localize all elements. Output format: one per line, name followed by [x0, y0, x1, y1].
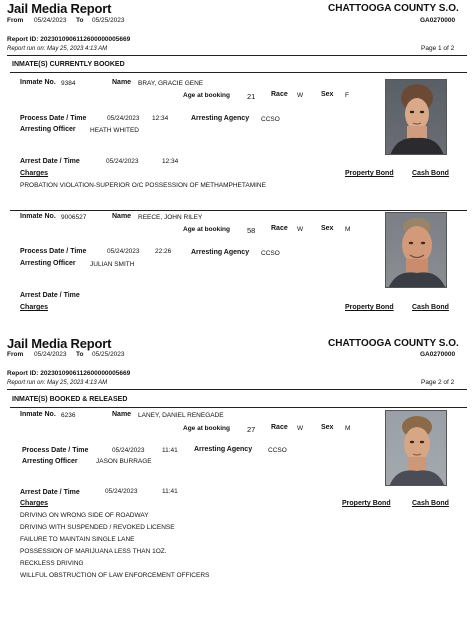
property-bond-header: Property Bond: [345, 170, 394, 177]
race-label: Race: [271, 424, 288, 431]
header-divider: [7, 55, 467, 56]
charge-item: RECKLESS DRIVING: [20, 560, 84, 567]
arrest-time: 12:34: [162, 158, 179, 165]
section-divider: [10, 407, 467, 408]
inmate-no-label: Inmate No.: [20, 411, 56, 418]
process-dt-label: Process Date / Time: [20, 248, 87, 255]
section-title: INMATE(S) BOOKED & RELEASED: [12, 396, 128, 403]
inmate-no-label: Inmate No.: [20, 213, 56, 220]
cash-bond-header: Cash Bond: [412, 170, 449, 177]
to-label: To: [76, 351, 84, 358]
inmate-age: 27: [247, 425, 256, 434]
agency-name: CHATTOOGA COUNTY S.O.: [328, 338, 459, 349]
to-date: 05/25/2023: [92, 351, 125, 358]
inmate-name: REECE, JOHN RILEY: [138, 214, 203, 221]
report-run-date: Report run on: May 25, 2023 4:13 AM: [7, 46, 108, 52]
process-dt-label: Process Date / Time: [20, 115, 87, 122]
process-time: [152, 115, 168, 122]
arrest-dt-label: Arrest Date / Time: [20, 489, 80, 496]
process-date: 05/24/2023: [107, 115, 140, 122]
to-date: 05/25/2023: [92, 17, 125, 24]
report-id: Report ID: 2023010906112600000005669: [7, 36, 131, 43]
from-label: From: [7, 351, 24, 358]
arrest-dt-label: Arrest Date / Time: [20, 292, 80, 299]
process-date: 05/24/2023: [112, 447, 145, 454]
process-date: 05/24/2023: [107, 248, 140, 255]
charges-header: Charges: [20, 170, 49, 177]
section-divider: [10, 72, 467, 73]
race-label: Race: [271, 225, 288, 232]
charge-item: DRIVING ON WRONG SIDE OF ROADWAY: [20, 512, 149, 519]
arresting-agency-label: Arresting Agency: [191, 115, 250, 122]
charges-header: Charges: [20, 304, 49, 311]
sex-label: Sex: [321, 424, 334, 431]
age-label: Age at booking: [183, 226, 230, 233]
name-label: Name: [112, 411, 132, 418]
arresting-officer-label: Arresting Officer: [20, 126, 76, 133]
age-label: Age at booking: [183, 92, 230, 99]
inmate-name: LANEY, DANIEL RENEGADE: [138, 412, 224, 419]
inmate-race: W: [297, 425, 304, 432]
sex-label: Sex: [321, 91, 334, 98]
inmate-no: 9384: [61, 80, 76, 87]
property-bond-header: Property Bond: [345, 304, 394, 311]
charge-item: WILLFUL OBSTRUCTION OF LAW ENFORCEMENT OFFICERS: [20, 572, 210, 579]
inmate-no-label: Inmate No.: [20, 79, 56, 86]
arrest-date: 05/24/2023: [105, 488, 138, 495]
process-dt-label: Process Date / Time: [22, 447, 89, 454]
inmate-name: BRAY, GRACIE GENE: [138, 80, 204, 87]
from-label: From: [7, 17, 24, 24]
arrest-time: 11:41: [162, 488, 178, 495]
arrest-date: 05/24/2023: [106, 158, 139, 165]
inmate-age: 21: [247, 92, 256, 101]
inmate-sex: F: [345, 92, 349, 99]
page-number: Page 2 of 2: [421, 379, 455, 386]
cash-bond-header: Cash Bond: [412, 500, 449, 507]
report-title: Jail Media Report: [7, 336, 112, 351]
arresting-agency-label: Arresting Agency: [194, 446, 253, 453]
section-title: INMATE(S) CURRENTLY BOOKED: [12, 61, 125, 68]
arresting-officer: JULIAN SMITH: [90, 261, 135, 268]
inmate-age: 58: [247, 226, 256, 235]
sex-label: Sex: [321, 225, 334, 232]
arresting-agency: CCSO: [268, 447, 287, 454]
charges-header: Charges: [20, 500, 49, 507]
report-run-date: Report run on: May 25, 2023 4:13 AM: [7, 380, 108, 386]
process-time: 22:26: [155, 248, 172, 255]
name-label: Name: [112, 79, 132, 86]
race-label: Race: [271, 91, 288, 98]
arresting-officer: JASON BURRAGE: [96, 458, 152, 465]
inmate-sex: M: [345, 226, 351, 233]
agency-id: GA0270000: [420, 351, 456, 358]
report-title: Jail Media Report: [7, 1, 112, 16]
process-time: 11:41: [162, 447, 178, 454]
from-date: 05/24/2023: [34, 17, 67, 24]
inmate-race: W: [297, 92, 304, 99]
process-time-value: 12:34: [152, 115, 169, 122]
page-number: Page 1 of 2: [421, 45, 455, 52]
report-id: Report ID: 2023010906112600000005669: [7, 370, 131, 377]
charge-item: POSSESSION OF MARIJUANA LESS THAN 1OZ.: [20, 548, 167, 555]
inmate-photo: [385, 410, 447, 486]
inmate-photo: [385, 79, 447, 155]
arresting-agency-label: Arresting Agency: [191, 249, 250, 256]
inmate-photo: [385, 212, 447, 288]
inmate-no: 9006527: [61, 214, 87, 221]
arresting-agency: CCSO: [261, 116, 280, 123]
from-date: 05/24/2023: [34, 351, 67, 358]
arresting-officer: HEATH WHITED: [90, 127, 139, 134]
arresting-agency: CCSO: [261, 250, 280, 257]
header-divider: [7, 389, 467, 390]
arresting-officer-label: Arresting Officer: [20, 260, 76, 267]
arrest-dt-label: Arrest Date / Time: [20, 158, 80, 165]
agency-id: GA0270000: [420, 17, 456, 24]
name-label: Name: [112, 213, 132, 220]
to-label: To: [76, 17, 84, 24]
property-bond-header: Property Bond: [342, 500, 391, 507]
inmate-no: 6236: [61, 412, 76, 419]
arresting-officer-label: Arresting Officer: [22, 458, 78, 465]
cash-bond-header: Cash Bond: [412, 304, 449, 311]
charge-item: FAILURE TO MAINTAIN SINGLE LANE: [20, 536, 135, 543]
charge-item: PROBATION VIOLATION-SUPERIOR O/C POSSESSION OF METHAMPHETAMINE: [20, 182, 266, 189]
agency-name: CHATTOOGA COUNTY S.O.: [328, 3, 459, 14]
inmate-race: W: [297, 226, 304, 233]
charge-item: DRIVING WITH SUSPENDED / REVOKED LICENSE: [20, 524, 175, 531]
record-divider: [10, 210, 467, 211]
age-label: Age at booking: [183, 425, 230, 432]
inmate-sex: M: [345, 425, 351, 432]
